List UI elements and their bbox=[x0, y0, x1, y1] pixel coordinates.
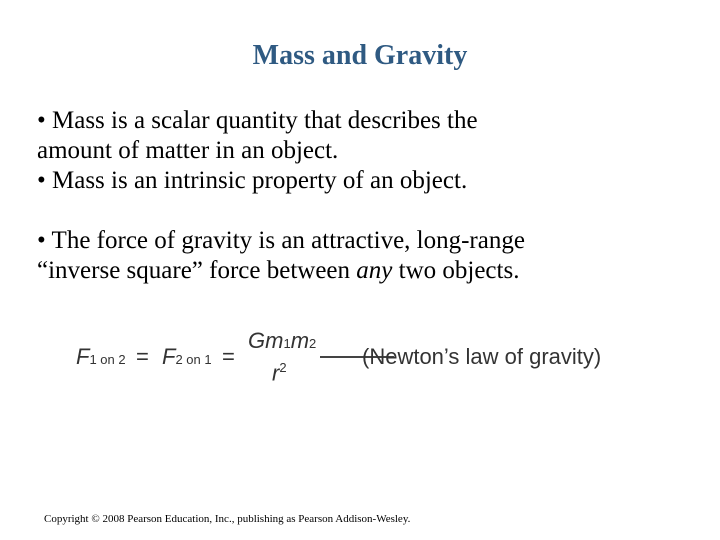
equation-label: (Newton’s law of gravity) bbox=[362, 344, 602, 369]
fraction-denominator: $r^2$ bbox=[272, 360, 287, 386]
text-part: “inverse square” force between bbox=[37, 257, 357, 284]
equation-term: F2 on 1 bbox=[162, 344, 212, 369]
emphasis-text: any bbox=[356, 257, 393, 284]
slide-title: Mass and Gravity bbox=[252, 40, 468, 71]
equation-term: F1 on 2 bbox=[76, 344, 126, 369]
bullet-text bbox=[37, 256, 677, 286]
mass-bullets bbox=[37, 106, 677, 196]
bullet-text: • Mass is a scalar quantity that describes the bbox=[37, 107, 478, 134]
text-part: two objects. bbox=[392, 257, 520, 284]
newton-gravity-equation bbox=[76, 322, 636, 392]
fraction-numerator: Gm1m2 bbox=[248, 328, 317, 353]
equals-sign: = bbox=[136, 344, 149, 369]
equals-sign: = bbox=[222, 344, 235, 369]
bullet-text: • Mass is an intrinsic property of an object. bbox=[37, 167, 468, 194]
bullet-text: • The force of gravity is an attractive, long-range bbox=[37, 227, 525, 254]
bullet-text: amount of matter in an object. bbox=[37, 137, 339, 164]
gravity-bullets bbox=[37, 226, 677, 286]
copyright-notice: Copyright © 2008 Pearson Education, Inc., publishing as Pearson Addison-Wesley. bbox=[44, 513, 411, 525]
